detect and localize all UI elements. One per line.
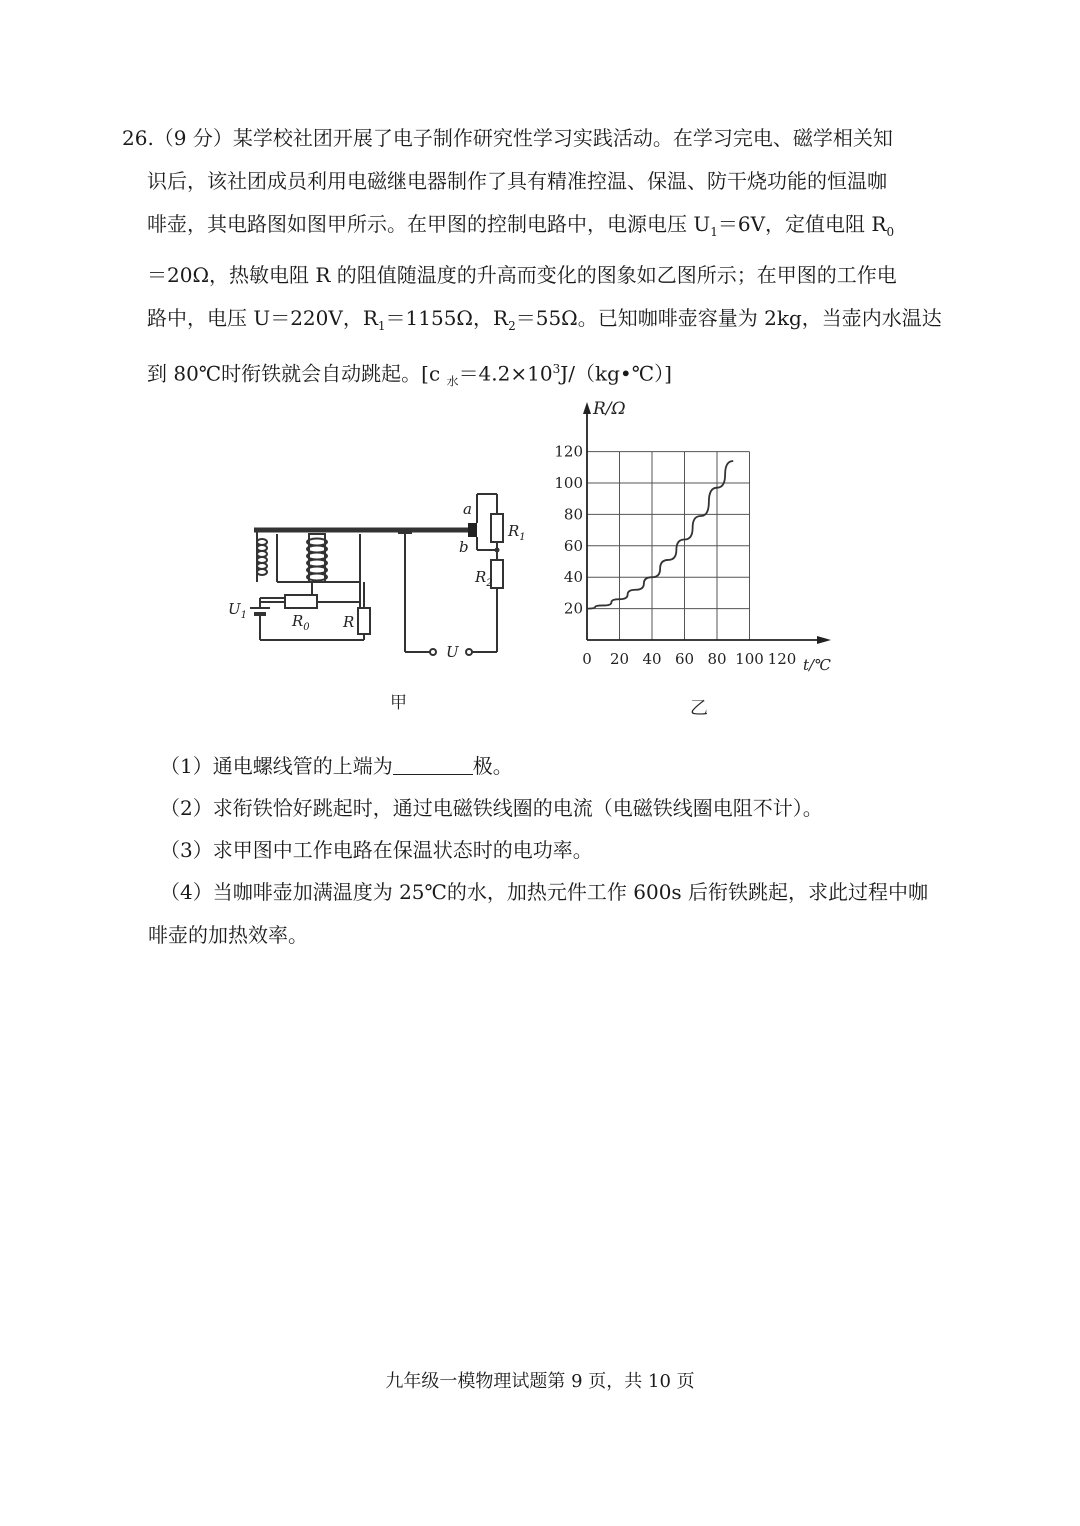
x-tick-label: 60 bbox=[674, 650, 695, 668]
label-u: U bbox=[446, 643, 459, 661]
resistor-r2 bbox=[491, 560, 503, 588]
stem-line-5: 路中，电压 U＝220V，$R_1=1155\Omega$，$R_2=55\Omega$。已知咖啡壶容量为 2kg，当壶内水温达 bbox=[147, 306, 942, 333]
left-coil bbox=[257, 539, 267, 575]
answer-blank[interactable] bbox=[393, 754, 473, 775]
label-r0: $R_0$ bbox=[292, 612, 310, 633]
solenoid-coil bbox=[307, 534, 327, 582]
x-axis-arrow bbox=[817, 636, 831, 644]
caption-jia: 甲 bbox=[390, 693, 407, 713]
y-tick-label: 60 bbox=[563, 536, 583, 555]
x-tick-label: 20 bbox=[609, 650, 630, 668]
stem-line-1: 26.（9 分）某学校社团开展了电子制作研究性学习实践活动。在学习完电、磁学相关知 bbox=[122, 126, 893, 150]
label-r1: $R_1$ bbox=[508, 522, 526, 543]
x-tick-label: 0 bbox=[582, 650, 592, 668]
x-tick-label: 40 bbox=[642, 650, 662, 668]
subquestion-1: （1）通电螺线管的上端为 极。 bbox=[160, 754, 513, 778]
contact-a bbox=[468, 523, 477, 537]
subquestion-3: （3）求甲图中工作电路在保温状态时的电功率。 bbox=[160, 838, 593, 862]
y-tick-label: 100 bbox=[554, 474, 583, 492]
stem-line-6: 到 80℃时衔铁就会自动跳起。[c $_水=4.2\times 10^3J/(kg•℃)$] bbox=[147, 361, 672, 389]
y-tick-label: 20 bbox=[563, 599, 583, 618]
y-tick-label: 120 bbox=[554, 442, 583, 461]
resistor-r0 bbox=[285, 595, 317, 608]
stem-line-2: 识后，该社团成员利用电磁继电器制作了具有精准控温、保温、防干烧功能的恒温咖 bbox=[147, 169, 887, 193]
resistance-temperature-chart bbox=[545, 392, 845, 722]
y-axis-arrow bbox=[583, 402, 591, 414]
label-a: a bbox=[463, 500, 472, 518]
label-b: b bbox=[459, 538, 469, 556]
y-axis-label: R/Ω bbox=[593, 399, 626, 419]
page-footer: 九年级一模物理试题第 9 页，共 10 页 bbox=[385, 1371, 695, 1392]
thermistor-r bbox=[358, 608, 370, 634]
x-axis-label: t/℃ bbox=[803, 656, 831, 674]
subquestion-2: （2）求衔铁恰好跳起时，通过电磁铁线圈的电流（电磁铁线圈电阻不计）。 bbox=[160, 796, 823, 820]
y-tick-label: 80 bbox=[563, 505, 583, 524]
caption-yi: 乙 bbox=[690, 698, 708, 719]
label-r2: $R_2$ bbox=[475, 568, 493, 589]
circuit-diagram-jia bbox=[222, 490, 542, 720]
label-u1: $U_1$ bbox=[228, 600, 248, 621]
question-stem bbox=[122, 117, 964, 404]
stem-line-4: ＝20Ω，热敏电阻 R 的阻值随温度的升高而变化的图象如乙图所示；在甲图的工作电 bbox=[147, 263, 897, 287]
x-tick-label: 100 bbox=[735, 650, 764, 668]
y-tick-label: 40 bbox=[563, 568, 583, 587]
x-tick-label: 80 bbox=[707, 650, 727, 668]
x-tick-label: 120 bbox=[767, 650, 797, 668]
stem-line-3: 啡壶，其电路图如图甲所示。在甲图的控制电路中，电源电压 $U_1=6V$，定值电阻 $R_0$ bbox=[147, 212, 895, 239]
subquestion-4: （4）当咖啡壶加满温度为 25℃的水，加热元件工作 600s 后衔铁跳起，求此过程中咖 啡壶的加热效率。 bbox=[148, 880, 929, 947]
label-r: R bbox=[343, 613, 355, 631]
resistor-r1 bbox=[491, 514, 503, 542]
